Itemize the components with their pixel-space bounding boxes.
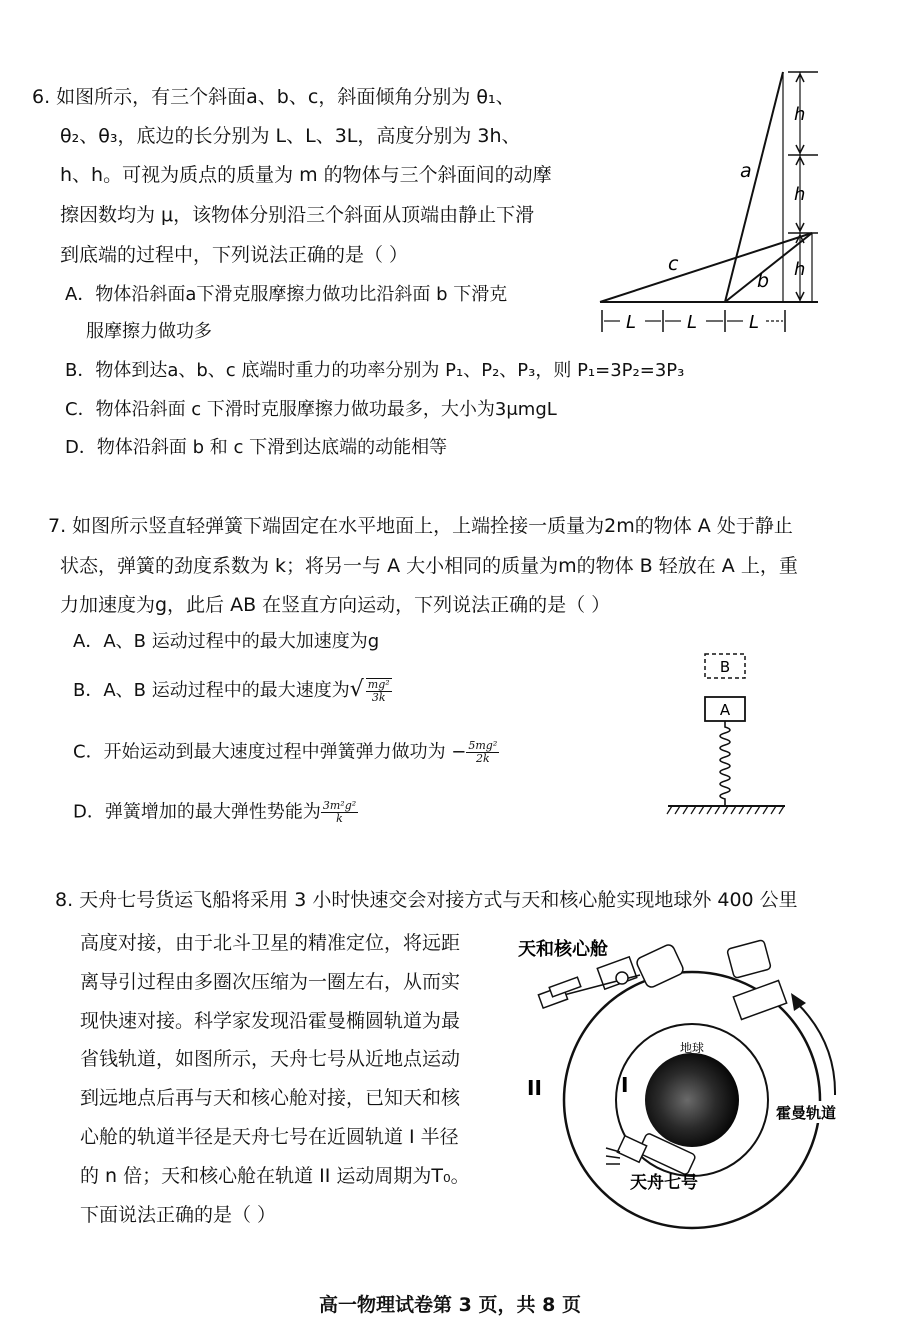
q6-line-2: θ₂、θ₃，底边的长分别为 L、L、3L，高度分别为 3h、 bbox=[60, 125, 521, 147]
q6-option-c: C．物体沿斜面 c 下滑时克服摩擦力做功最多，大小为3μmgL bbox=[65, 399, 557, 420]
q7-block-b-label: B bbox=[719, 658, 731, 676]
label-orbit-1: I bbox=[621, 1073, 629, 1097]
q6-label-b: b bbox=[757, 270, 770, 292]
q6-label-h-1: h bbox=[794, 104, 806, 125]
q6-label-a: a bbox=[740, 160, 752, 182]
q7-option-d-num: 3m²g² bbox=[322, 799, 357, 812]
q8-line-4: 现快速对接。科学家发现沿霍曼椭圆轨道为最 bbox=[80, 1010, 461, 1032]
q7-option-b-den: 3k bbox=[371, 691, 386, 704]
page-footer: 高一物理试卷第 3 页，共 8 页 bbox=[319, 1294, 581, 1316]
q6-option-b: B．物体到达a、b、c 底端时重力的功率分别为 P₁、P₂、P₃，则 P₁=3P₂=3P₃ bbox=[65, 360, 685, 381]
q7-option-a: A．A、B 运动过程中的最大加速度为g bbox=[73, 631, 380, 652]
label-earth: 地球 bbox=[680, 1041, 705, 1055]
q7-option-c-den: 2k bbox=[475, 752, 490, 765]
q6-line-5: 到底端的过程中，下列说法正确的是（ ） bbox=[60, 244, 409, 266]
q8-line-5: 省钱轨道，如图所示，天舟七号从近地点运动 bbox=[80, 1048, 461, 1070]
label-tianzhou-7: 天舟七号 bbox=[630, 1173, 698, 1193]
q7-option-b-num: mg² bbox=[367, 678, 390, 691]
q7-block-a-label: A bbox=[719, 701, 731, 719]
q6-label-L-2: L bbox=[687, 312, 698, 333]
q7-option-b-root: √ bbox=[349, 677, 364, 702]
q7-line-3: 力加速度为g，此后 AB 在竖直方向运动，下列说法正确的是（ ） bbox=[60, 594, 611, 616]
q6-label-h-3: h bbox=[794, 259, 806, 280]
q6-line-1: 6. 如图所示，有三个斜面a、b、c，斜面倾角分别为 θ₁、 bbox=[32, 86, 515, 108]
q6-label-L-1: L bbox=[626, 312, 637, 333]
q6-label-c: c bbox=[668, 253, 679, 275]
q7-option-d-den: k bbox=[336, 812, 343, 825]
q6-label-h-2: h bbox=[794, 184, 806, 205]
label-orbit-2: II bbox=[527, 1076, 542, 1100]
q7-line-1: 7. 如图所示竖直轻弹簧下端固定在水平地面上，上端拴接一质量为2m的物体 A 处于静止 bbox=[48, 515, 793, 537]
q6-label-L-3: L bbox=[749, 312, 760, 333]
q8-line-1: 8. 天舟七号货运飞船将采用 3 小时快速交会对接方式与天和核心舱实现地球外 400 公里 bbox=[55, 889, 798, 911]
q7-line-2: 状态，弹簧的劲度系数为 k；将另一与 A 大小相同的质量为m的物体 B 轻放在 A 上，重 bbox=[60, 555, 798, 577]
q7-option-b-text: B．A、B 运动过程中的最大速度为 bbox=[73, 680, 350, 701]
label-core-module: 天和核心舱 bbox=[518, 939, 608, 960]
q6-line-3: h、h。可视为质点的质量为 m 的物体与三个斜面间的动摩 bbox=[60, 164, 552, 186]
q6-option-a: A．物体沿斜面a下滑克服摩擦力做功比沿斜面 b 下滑克 bbox=[65, 284, 508, 305]
q8-line-8: 的 n 倍；天和核心舱在轨道 II 运动周期为T₀。 bbox=[80, 1165, 470, 1187]
q7-option-c-num: 5mg² bbox=[468, 739, 498, 752]
q8-line-2: 高度对接，由于北斗卫星的精准定位，将远距 bbox=[80, 932, 461, 954]
q6-option-a-cont: 服摩擦力做功多 bbox=[86, 321, 212, 342]
q6-option-d: D．物体沿斜面 b 和 c 下滑到达底端的动能相等 bbox=[65, 437, 448, 458]
q7-option-d-text: D．弹簧增加的最大弹性势能为 bbox=[73, 801, 321, 823]
q8-line-7: 心舱的轨道半径是天舟七号在近圆轨道 I 半径 bbox=[80, 1126, 459, 1148]
q8-line-6: 到远地点后再与天和核心舱对接，已知天和核 bbox=[80, 1087, 461, 1109]
q7-option-c-text: C．开始运动到最大速度过程中弹簧弹力做功为 − bbox=[73, 741, 467, 763]
q8-line-3: 离导引过程由多圈次压缩为一圈左右，从而实 bbox=[80, 971, 461, 993]
q6-line-4: 擦因数均为 μ，该物体分别沿三个斜面从顶端由静止下滑 bbox=[60, 204, 535, 226]
label-hohmann-orbit: 霍曼轨道 bbox=[776, 1104, 837, 1122]
earth-icon bbox=[645, 1053, 739, 1147]
q8-line-9: 下面说法正确的是（ ） bbox=[80, 1204, 277, 1226]
